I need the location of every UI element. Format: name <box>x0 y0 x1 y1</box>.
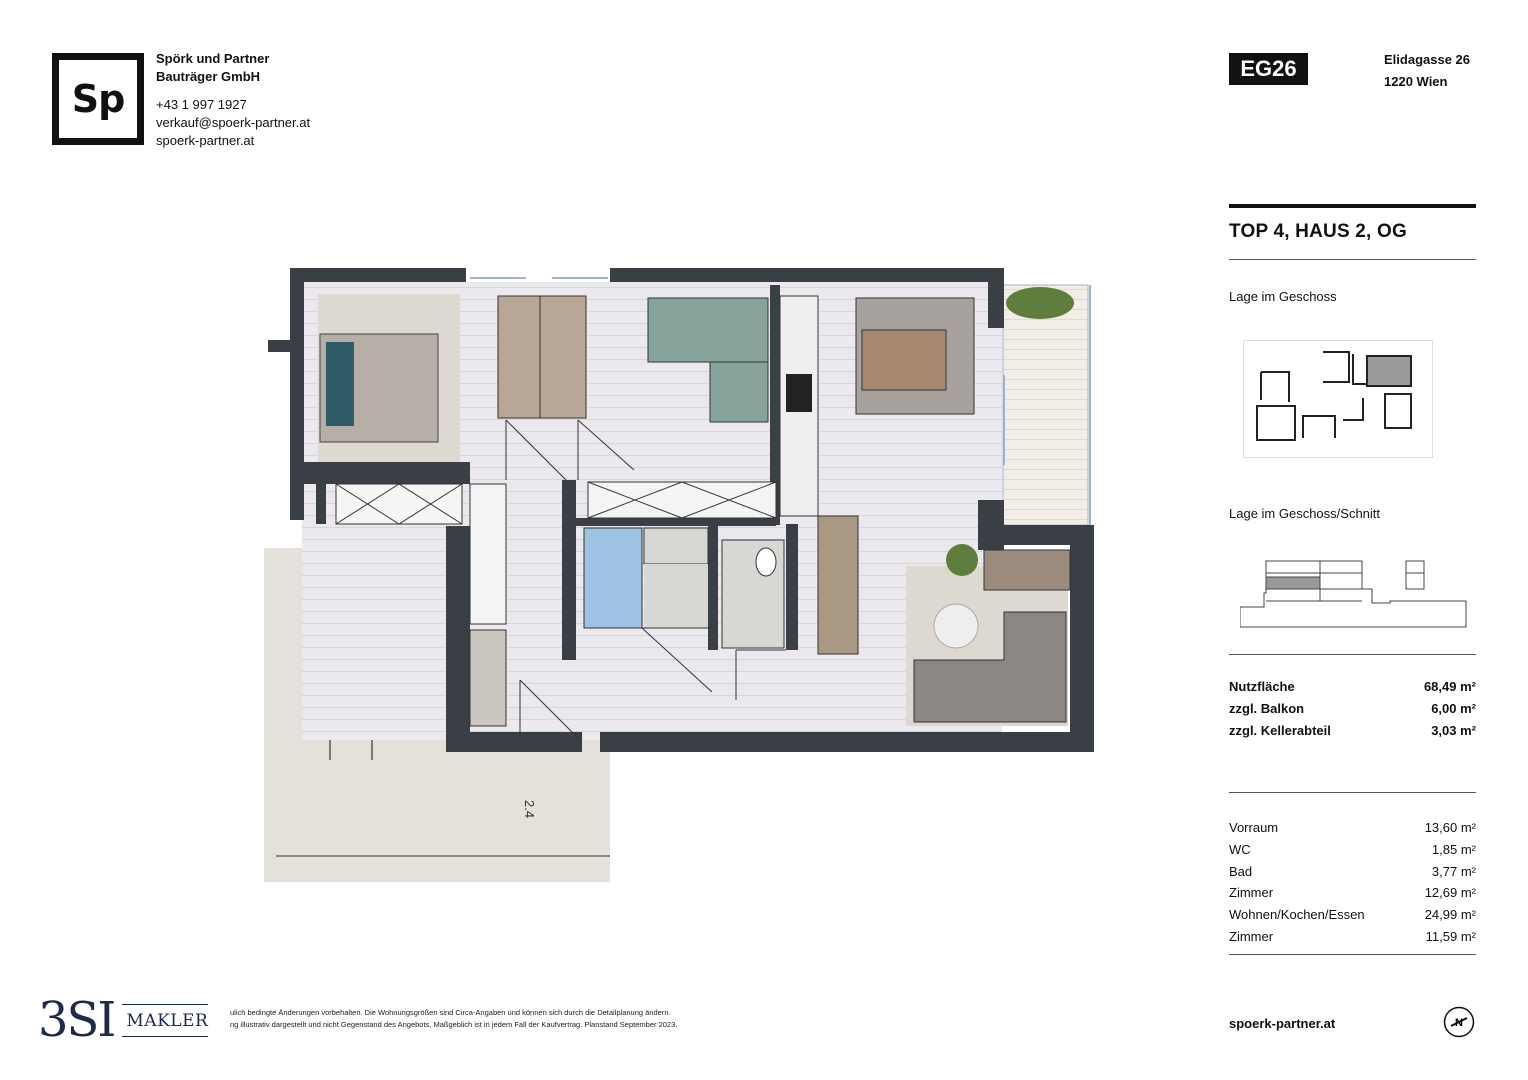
toilet <box>756 548 776 576</box>
summary-row: zzgl. Kellerabteil 3,03 m² <box>1229 722 1476 738</box>
email-link[interactable]: verkauf@spoerk-partner.at <box>156 115 311 130</box>
bed-cushions <box>326 342 354 426</box>
dining-table <box>862 330 946 390</box>
balcony-plant <box>1006 287 1074 319</box>
room-areas <box>1229 817 1476 947</box>
unit-title: TOP 4, HAUS 2, OG <box>1229 221 1407 242</box>
section-location-label: Lage im Geschoss/Schnitt <box>1229 506 1381 521</box>
plan-annotation: 2.4 <box>522 800 537 819</box>
company-name: Spörk und Partner Bauträger GmbH <box>156 51 270 84</box>
contact-block <box>156 96 310 150</box>
company-logo: Sp <box>52 53 144 145</box>
divider <box>1229 259 1476 260</box>
website-link[interactable]: spoerk-partner.at <box>156 133 255 148</box>
room-row: Zimmer 11,59 m² <box>1229 928 1476 944</box>
plant <box>946 544 978 576</box>
room-row: Wohnen/Kochen/Essen 24,99 m² <box>1229 907 1476 923</box>
armchair-set <box>648 298 768 362</box>
summary-row: zzgl. Balkon 6,00 m² <box>1229 701 1476 717</box>
coffee-table <box>934 604 978 648</box>
broker-logo: 3SI MAKLER <box>38 992 209 1048</box>
hall-closet <box>470 484 506 624</box>
bathtub <box>584 528 642 628</box>
section-key-plan <box>1240 555 1468 630</box>
project-address: Elidagasse 26 1220 Wien <box>1384 52 1470 89</box>
tv-bench <box>984 550 1070 590</box>
divider <box>1229 204 1476 208</box>
cooktop <box>786 374 812 412</box>
disclaimer-text: ulich bedingte Änderungen vorbehalten. Die Wohnungsgrößen sind Circa-Angaben und können sich durch die Detailplanung ändern. ng illustrativ dargestellt und nicht Gegenstand des Angebots. Maßgeblich ist in jedem Fall der Kaufvertrag. Planstand September 2023. <box>230 1008 678 1029</box>
kitchen-cabinet <box>588 482 776 518</box>
north-arrow-icon <box>1443 1006 1475 1038</box>
divider <box>1229 792 1476 793</box>
svg-text:N: N <box>1455 1017 1463 1029</box>
washbasin <box>644 528 708 564</box>
sideboard <box>818 516 858 654</box>
room-row: Vorraum 13,60 m² <box>1229 820 1476 836</box>
floor-key-plan <box>1243 340 1433 458</box>
coat-rack <box>470 630 506 726</box>
footer-website-link[interactable]: spoerk-partner.at <box>1229 1016 1336 1031</box>
room-row: Bad 3,77 m² <box>1229 863 1476 879</box>
room-row: Zimmer 12,69 m² <box>1229 885 1476 901</box>
summary-areas <box>1229 676 1476 741</box>
phone: +43 1 997 1927 <box>156 97 247 112</box>
room-row: WC 1,85 m² <box>1229 842 1476 858</box>
divider <box>1229 954 1476 955</box>
built-in-cabinet <box>336 484 462 524</box>
floor-plan <box>260 235 1140 895</box>
wardrobe <box>498 296 586 418</box>
project-badge: EG26 <box>1229 53 1308 85</box>
summary-row: Nutzfläche 68,49 m² <box>1229 679 1476 695</box>
balcony <box>1003 285 1088 525</box>
floor-location-label: Lage im Geschoss <box>1229 289 1337 304</box>
divider <box>1229 654 1476 655</box>
